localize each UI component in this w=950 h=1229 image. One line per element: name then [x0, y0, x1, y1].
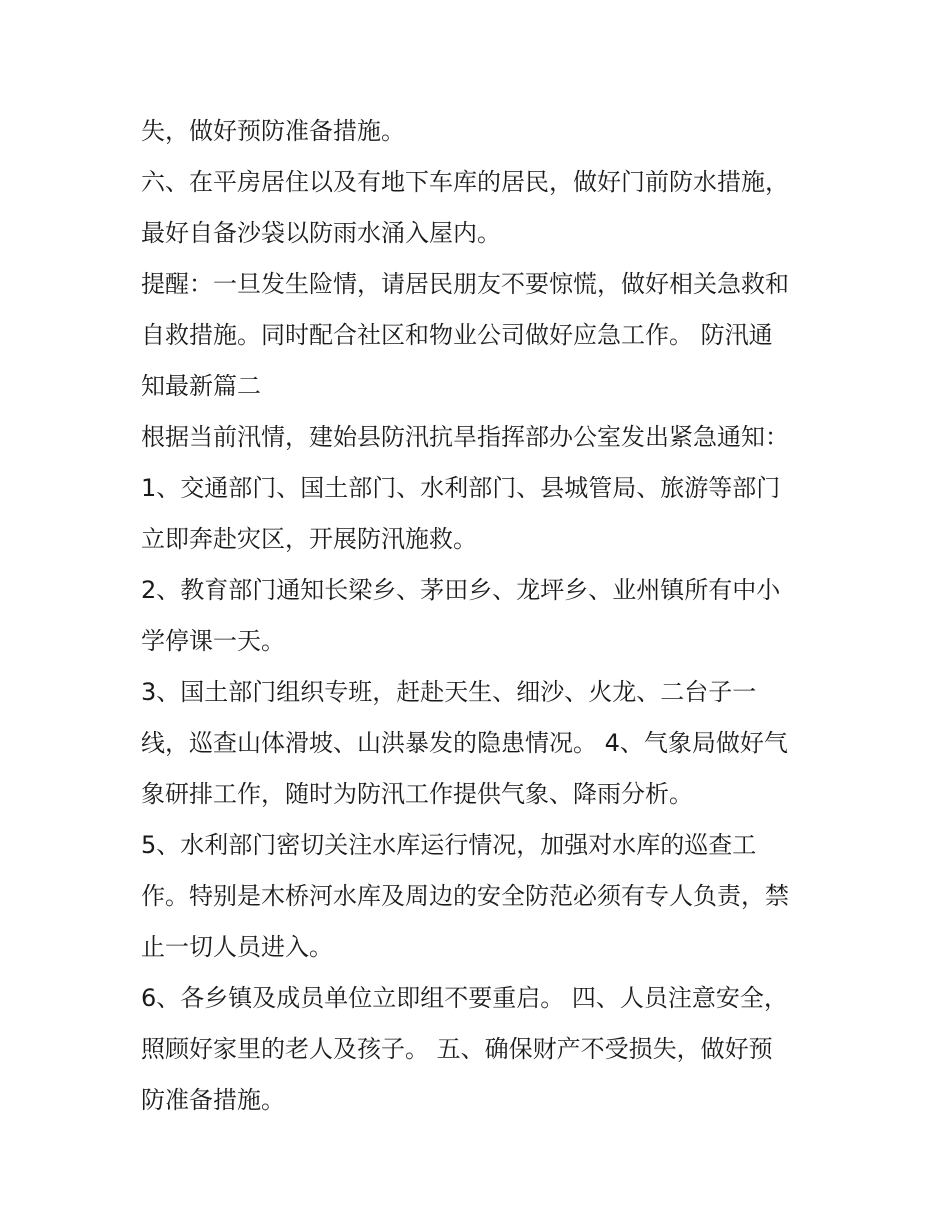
text-line: 学停课一天。	[141, 627, 285, 655]
text-line: 六、在平房居住以及有地下车库的居民，做好门前防水措施，	[141, 168, 789, 196]
text-line: 3、国土部门组织专班，赶赴天生、细沙、火龙、二台子一	[141, 678, 757, 706]
text-line: 立即奔赴灾区，开展防汛施救。	[141, 525, 477, 553]
text-line: 照顾好家里的老人及孩子。 五、确保财产不受损失，做好预	[141, 1035, 773, 1063]
text-line: 1、交通部门、国土部门、水利部门、县城管局、旅游等部门	[141, 474, 781, 502]
text-line: 线，巡查山体滑坡、山洪暴发的隐患情况。 4、气象局做好气	[141, 729, 788, 757]
text-line: 象研排工作，随时为防汛工作提供气象、降雨分析。	[141, 780, 693, 808]
text-line: 根据当前汛情，建始县防汛抗旱指挥部办公室发出紧急通知：	[141, 423, 789, 451]
text-line: 自救措施。同时配合社区和物业公司做好应急工作。 防汛通	[141, 321, 773, 349]
text-line: 提醒：一旦发生险情，请居民朋友不要惊慌，做好相关急救和	[141, 270, 789, 298]
document-body	[141, 106, 821, 1126]
text-line: 5、水利部门密切关注水库运行情况，加强对水库的巡查工	[141, 831, 757, 859]
text-line: 失，做好预防准备措施。	[141, 117, 405, 145]
text-line: 防准备措施。	[141, 1086, 285, 1114]
text-line: 2、教育部门通知长梁乡、茅田乡、龙坪乡、业州镇所有中小	[141, 576, 781, 604]
text-line: 知最新篇二	[141, 372, 261, 400]
text-line: 6、各乡镇及成员单位立即组不要重启。 四、人员注意安全，	[141, 984, 788, 1012]
text-line: 最好自备沙袋以防雨水涌入屋内。	[141, 219, 501, 247]
text-line: 作。特别是木桥河水库及周边的安全防范必须有专人负责，禁	[141, 882, 789, 910]
text-line: 止一切人员进入。	[141, 933, 333, 961]
